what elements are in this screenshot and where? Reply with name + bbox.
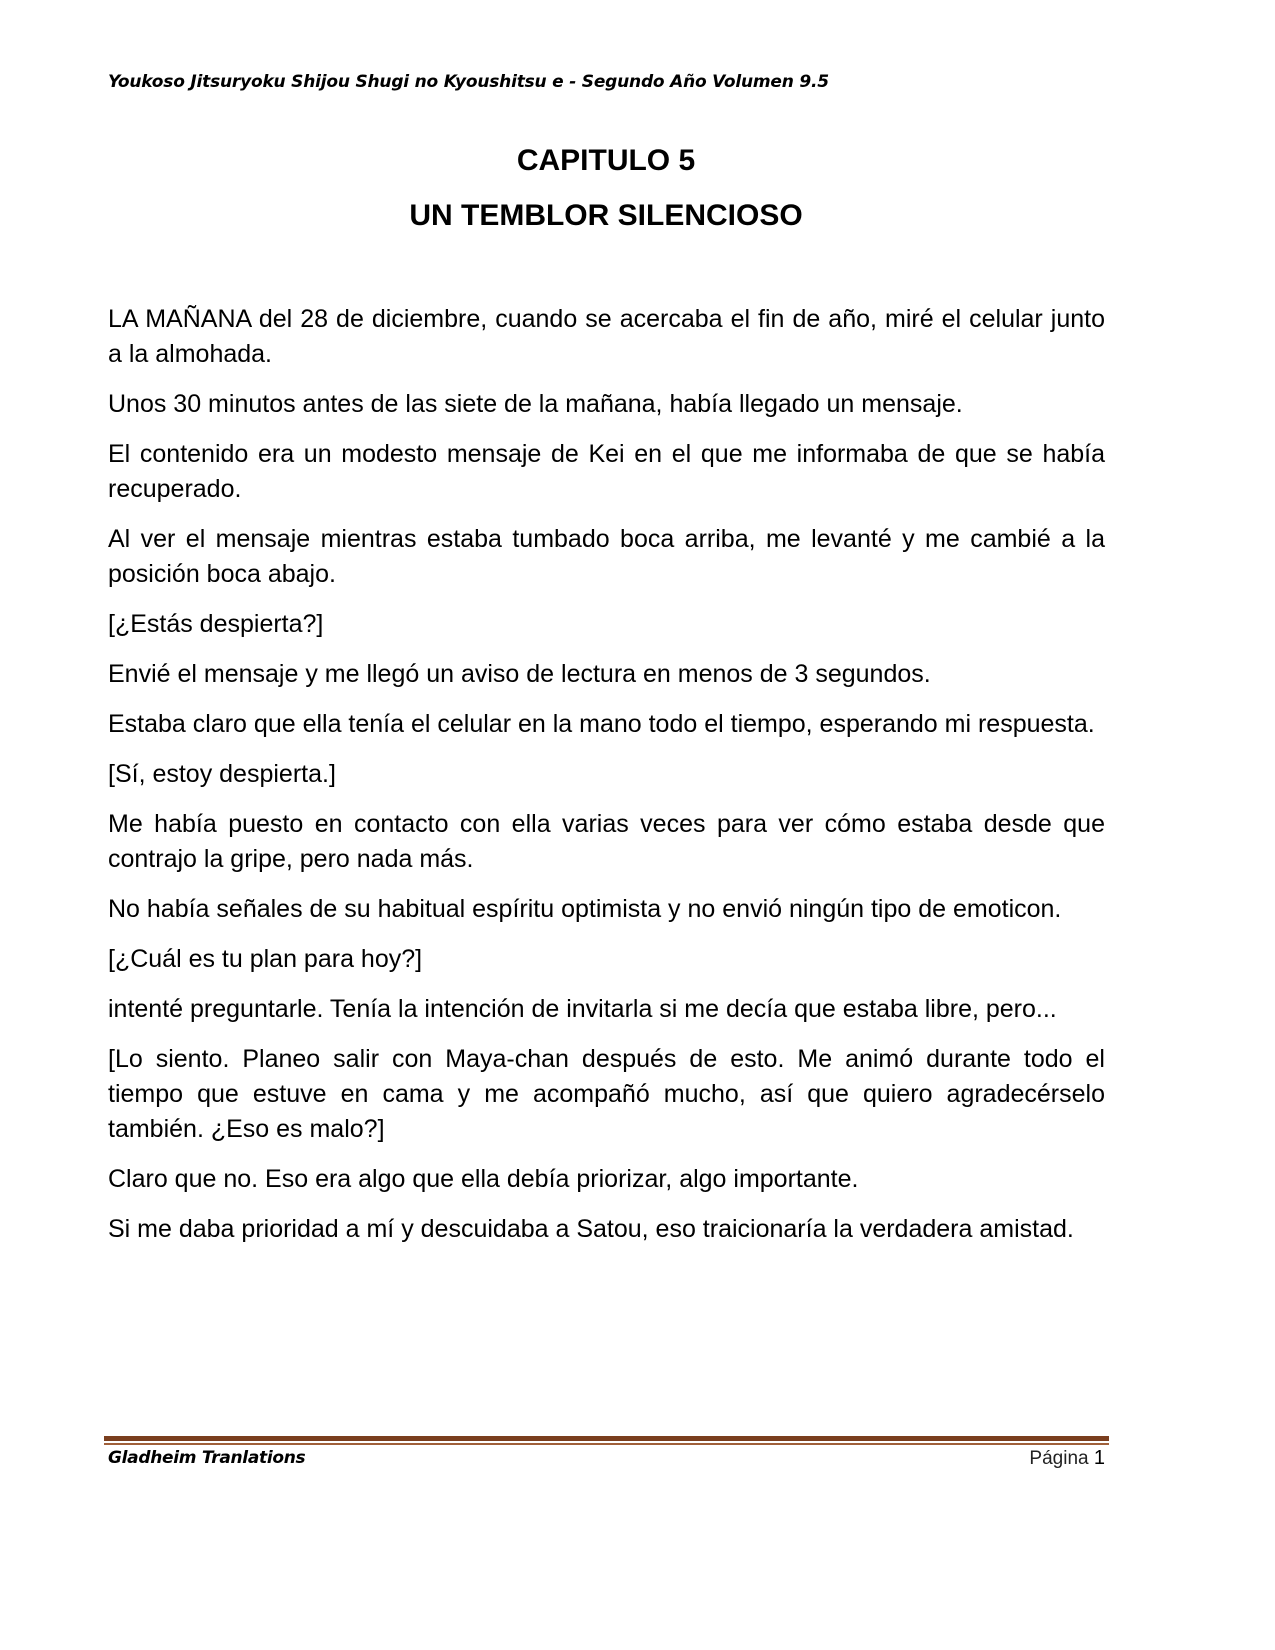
- paragraph: Estaba claro que ella tenía el celular en la mano todo el tiempo, esperando mi respuesta.: [108, 710, 1095, 738]
- paragraph: Me había puesto en contacto con ella varias veces para ver cómo estaba desde que contrajo la gripe, pero nada más.: [108, 810, 1105, 873]
- running-header: Youkoso Jitsuryoku Shijou Shugi no Kyoushitsu e - Segundo Año Volumen 9.5: [108, 72, 829, 92]
- chapter-title: UN TEMBLOR SILENCIOSO: [409, 199, 803, 232]
- paragraph: No había señales de su habitual espíritu optimista y no envió ningún tipo de emoticon.: [108, 895, 1062, 923]
- paragraph: Al ver el mensaje mientras estaba tumbado boca arriba, me levanté y me cambié a la posición boca abajo.: [108, 525, 1105, 588]
- page-indicator: [1029, 1447, 1105, 1470]
- paragraph: [¿Cuál es tu plan para hoy?]: [108, 945, 423, 973]
- paragraph: intenté preguntarle. Tenía la intención de invitarla si me decía que estaba libre, pero...: [108, 995, 1057, 1023]
- paragraph: Si me daba prioridad a mí y descuidaba a Satou, eso traicionaría la verdadera amistad.: [108, 1215, 1074, 1243]
- body-text: [108, 302, 1105, 1262]
- page-label: Página: [1029, 1448, 1089, 1469]
- paragraph: [Sí, estoy despierta.]: [108, 760, 336, 788]
- chapter-number: CAPITULO 5: [516, 144, 696, 177]
- paragraph: [Lo siento. Planeo salir con Maya-chan después de esto. Me animó durante todo el tiempo que estuve en cama y me acompañó mucho, así que quiero agradecérselo también. ¿Eso es malo?]: [108, 1045, 1105, 1143]
- footer-rule-thin: [104, 1443, 1109, 1445]
- page-number: 1: [1093, 1447, 1105, 1469]
- paragraph: Claro que no. Eso era algo que ella debía priorizar, algo importante.: [108, 1165, 859, 1193]
- footer-rule: [104, 1436, 1109, 1441]
- paragraph: El contenido era un modesto mensaje de Kei en el que me informaba de que se había recuperado.: [108, 440, 1105, 503]
- paragraph: [¿Estás despierta?]: [108, 610, 324, 638]
- paragraph: Envié el mensaje y me llegó un aviso de lectura en menos de 3 segundos.: [108, 660, 931, 688]
- paragraph: Unos 30 minutos antes de las siete de la mañana, había llegado un mensaje.: [108, 390, 963, 418]
- paragraph: LA MAÑANA del 28 de diciembre, cuando se acercaba el fin de año, miré el celular junto a la almohada.: [108, 305, 1105, 368]
- footer-credit: Gladheim Tranlations: [108, 1448, 306, 1468]
